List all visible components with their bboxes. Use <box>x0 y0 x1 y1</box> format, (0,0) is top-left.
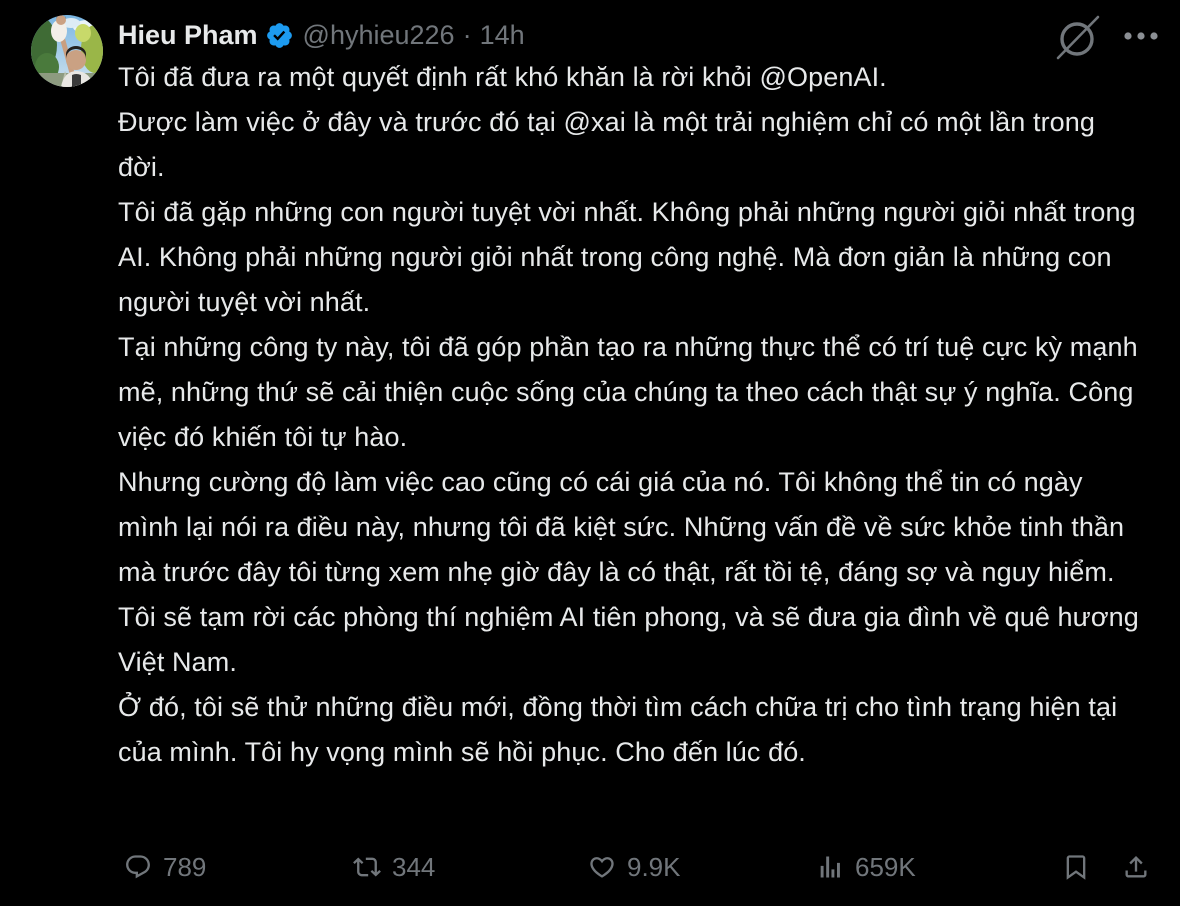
tweet-paragraph: Tôi sẽ tạm rời các phòng thí nghiệm AI tiên phong, và sẽ đưa gia đình về quê hương Việt Nam. <box>118 602 1139 677</box>
tweet-paragraph: Tôi đã gặp những con người tuyệt vời nhất. Không phải những người giỏi nhất trong AI. Không phải những người giỏi nhất trong công nghệ. Mà đơn giản là những con người tuyệt vời nhất. <box>118 197 1136 317</box>
tweet-paragraph: Tôi đã đưa ra một quyết định rất khó khăn là rời khỏi @OpenAI. <box>118 62 887 92</box>
meta-separator: · <box>462 19 472 50</box>
avatar[interactable] <box>31 15 103 87</box>
tweet-paragraph: Được làm việc ở đây và trước đó tại @xai là một trải nghiệm chỉ có một lần trong đời. <box>118 107 1096 182</box>
views-count: 659K <box>855 852 916 882</box>
like-count: 9.9K <box>627 852 681 882</box>
repost-button[interactable] <box>353 844 435 890</box>
repost-count: 344 <box>392 852 436 882</box>
like-button[interactable] <box>588 844 681 890</box>
views-icon <box>816 853 844 881</box>
bookmark-button[interactable] <box>1062 844 1090 890</box>
bookmark-icon <box>1062 853 1090 881</box>
tweet-text <box>118 55 1144 775</box>
reply-icon <box>124 853 152 881</box>
author-meta <box>303 20 525 51</box>
ellipsis-icon <box>1121 25 1161 47</box>
share-icon <box>1122 853 1150 881</box>
tweet-paragraph: Nhưng cường độ làm việc cao cũng có cái giá của nó. Tôi không thể tin có ngày mình lại nói ra điều này, nhưng tôi đã kiệt sức. Những vấn đề về sức khỏe tinh thần mà trước đây tôi từng xem nhẹ giờ đây là có thật, rất tồi tệ, đáng sợ và nguy hiểm. <box>118 467 1125 587</box>
share-button[interactable] <box>1122 844 1150 890</box>
verified-badge-icon <box>265 21 294 50</box>
like-icon <box>588 853 616 881</box>
tweet-paragraph: Ở đó, tôi sẽ thử những điều mới, đồng thời tìm cách chữa trị cho tình trạng hiện tại của mình. Tôi hy vọng mình sẽ hồi phục. Cho đến lúc đó. <box>118 692 1118 767</box>
avatar-photo-icon <box>31 15 103 87</box>
repost-icon <box>353 853 381 881</box>
reply-count: 789 <box>163 852 207 882</box>
tweet-header <box>118 17 525 53</box>
author-display-name[interactable]: Hieu Pham <box>118 19 258 50</box>
more-menu-button[interactable] <box>1121 25 1161 47</box>
reply-button[interactable] <box>124 844 206 890</box>
tweet-action-bar <box>0 844 1180 890</box>
author-handle[interactable]: @hyhieu226 <box>302 19 455 50</box>
timestamp[interactable]: 14h <box>479 19 525 50</box>
tweet-paragraph: Tại những công ty này, tôi đã góp phần tạo ra những thực thể có trí tuệ cực kỳ mạnh mẽ, những thứ sẽ cải thiện cuộc sống của chúng ta theo cách thật sự ý nghĩa. Công việc đó khiến tôi tự hào. <box>118 332 1138 452</box>
views-button[interactable] <box>816 844 916 890</box>
